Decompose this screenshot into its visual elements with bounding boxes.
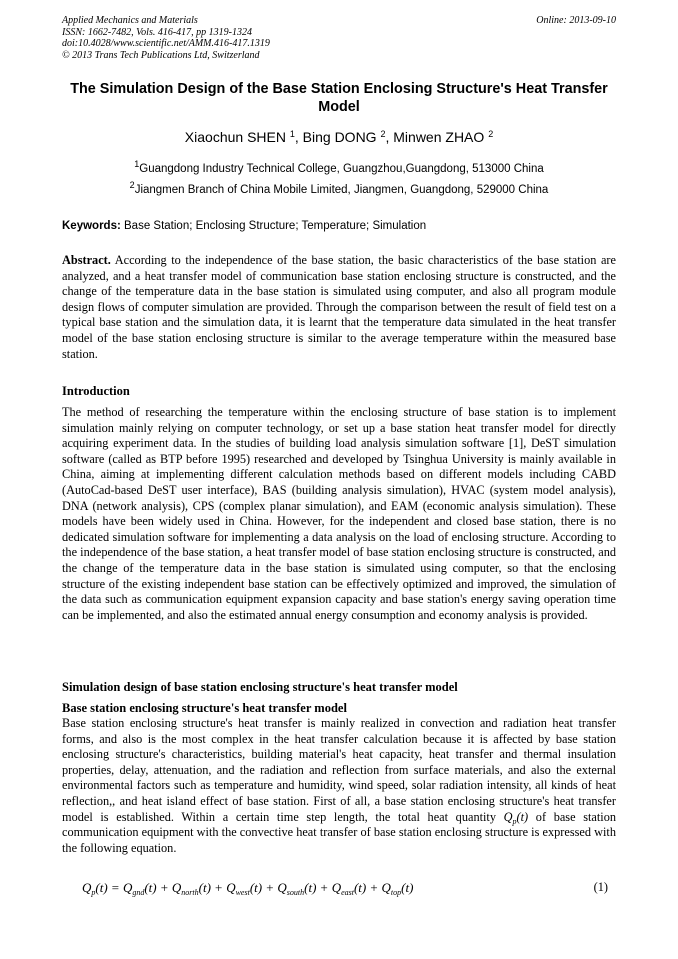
keywords: [62, 219, 616, 233]
author-separator: ,: [385, 129, 394, 145]
affiliation-1: [62, 159, 616, 176]
math-argument: (t): [249, 880, 263, 895]
equation-term: [277, 880, 316, 895]
author-affiliation-mark: 2: [488, 129, 494, 139]
author-affiliation-mark: 2: [380, 129, 386, 139]
math-symbol: Q: [226, 880, 236, 895]
inline-math-symbol: [504, 810, 529, 824]
equation-term: [123, 880, 157, 895]
author-affiliation-mark: 1: [289, 129, 295, 139]
math-argument: (t): [144, 880, 157, 895]
math-symbol: Q: [277, 880, 287, 895]
author-list: [62, 128, 616, 146]
math-argument: (t): [95, 880, 108, 895]
affiliation-text: Guangdong Industry Technical College, Guangzhou,Guangdong, 513000 China: [139, 163, 544, 175]
math-argument: (t): [353, 880, 367, 895]
affiliation-2: [62, 180, 616, 197]
equation-1: [82, 880, 413, 896]
math-argument: (t): [304, 880, 317, 895]
affiliation-mark: 2: [129, 180, 135, 190]
abstract: [62, 253, 616, 362]
math-subscript: east: [341, 888, 354, 897]
plus-sign: +: [319, 880, 332, 895]
equation-term: [172, 880, 211, 895]
affiliation-mark: 1: [134, 159, 140, 169]
plus-sign: +: [369, 880, 382, 895]
paragraph-text: of base station communication equipment with the convective heat transfer of base station enclosing structure is expressed with the following equation.: [62, 809, 616, 855]
simulation-paragraph: [62, 716, 616, 856]
equals-sign: =: [110, 880, 123, 895]
journal-header: [62, 15, 616, 61]
math-subscript: west: [235, 888, 250, 897]
section-heading-introduction: Introduction: [62, 384, 130, 398]
affiliation-text: Jiangmen Branch of China Mobile Limited, Jiangmen, Guangdong, 529000 China: [134, 184, 549, 196]
paragraph-text: Base station enclosing structure's heat transfer is mainly realized in convection and radiation heat transfer forms, and also is the most complex in the heat transfer calculation because it is affected by base station enclosing structure's characteristics, building material's heat capacity, heat transfer and thermal insulation properties, delay, attenuation, and the radiation and reflection from surface materials, and also the external environmental factors such as temperature and humidity, wind speed, solar radiation intensity, all kinds of heat reflection,, and heat island effect of base station. First of all, a base station enclosing structure's heat transfer model is established. Within a certain time step length, the total heat quantity: [62, 716, 616, 824]
abstract-label: Abstract.: [62, 253, 111, 267]
equation-term: [226, 880, 262, 895]
math-symbol: Q: [122, 880, 133, 895]
plus-sign: +: [265, 880, 278, 895]
abstract-text: According to the independence of the base station, the basic characteristics of the base station are analyzed, and a heat transfer model of communication base station enclosing structure is constructed, and the change of the temperature data in the base station is simulated using computer, and also all program module design flows of computer simulation are provided. Through the comparison between the result of field test on a typical base station and the simulation data, it is learnt that the temperature data simulated in the heat transfer model of the base station enclosing structure is similar to the average temperature within the measured base station.: [62, 253, 616, 361]
equation-number: (1): [593, 880, 608, 894]
author-separator: ,: [294, 129, 303, 145]
journal-name: Applied Mechanics and Materials: [62, 15, 198, 26]
introduction-paragraph: The method of researching the temperature within the enclosing structure of base station is to implement simulation mainly relying on computer technology, or set up a base station heat transfer model for directly acquiring experiment data. In the studies of building load analysis simulation software [1], DeST simulation software (called as BTP before 1995) researched and developed by Tsinghua University is mainly available in China, aiming at implementing different calculation methods based on different models including CABD (AutoCad-based DeST user interface), BAS (building analysis simulation), HVAC (system model analysis), DNA (network analysis), CPS (complex planar simulation), and EAM (economic analysis simulation). These models have been widely used in China. However, for the independent and closed base station, there is no dedicated simulation software for implementing a data analysis on the load of enclosing structure. According to the independence of the base station, a heat transfer model of base station enclosing structure is constructed, and the change of the temperature data in the base station is simulated using computer, so that the enclosing structure of the existing independent base station can be effectively optimized and improved, the simulation of the data such as communication equipment expansion capacity and base station's energy saving operation time can be implemented, and also the estimated annual energy consumption and economy analysis is provided.: [62, 405, 616, 622]
equation-term: [332, 880, 367, 895]
author-name: Minwen ZHAO: [393, 129, 485, 145]
equation-term: [382, 880, 414, 895]
math-argument: (t): [401, 880, 414, 895]
paper-title: The Simulation Design of the Base Station Enclosing Structure's Heat Transfer Model: [70, 81, 608, 115]
keywords-label: Keywords:: [62, 220, 121, 232]
plus-sign: +: [214, 880, 227, 895]
math-symbol: Q: [82, 880, 92, 895]
math-subscript: p: [512, 816, 517, 826]
math-argument: (t): [516, 809, 529, 824]
math-subscript: north: [181, 888, 199, 897]
math-subscript: south: [286, 888, 305, 897]
plus-sign: +: [159, 880, 172, 895]
math-subscript: p: [91, 888, 96, 897]
doi-line: doi:10.4028/www.scientific.net/AMM.416-417.1319: [62, 38, 270, 49]
author-name: Xiaochun SHEN: [184, 129, 286, 145]
math-subscript: top: [390, 888, 402, 897]
section-heading-simulation: Simulation design of base station enclosing structure's heat transfer model: [62, 680, 458, 694]
math-argument: (t): [198, 880, 211, 895]
equation-lhs: [82, 880, 108, 895]
math-symbol: Q: [171, 880, 182, 895]
math-subscript: gnd: [132, 888, 145, 897]
author-name: Bing DONG: [302, 129, 377, 145]
math-symbol: Q: [503, 809, 513, 824]
subsection-heading: Base station enclosing structure's heat transfer model: [62, 701, 347, 715]
online-date: Online: 2013-09-10: [536, 15, 616, 26]
math-symbol: Q: [381, 880, 391, 895]
issn-line: ISSN: 1662-7482, Vols. 416-417, pp 1319-1324: [62, 26, 252, 38]
copyright-line: © 2013 Trans Tech Publications Ltd, Switzerland: [62, 49, 260, 61]
math-symbol: Q: [331, 880, 342, 895]
keywords-text: Base Station; Enclosing Structure; Temperature; Simulation: [124, 220, 427, 232]
